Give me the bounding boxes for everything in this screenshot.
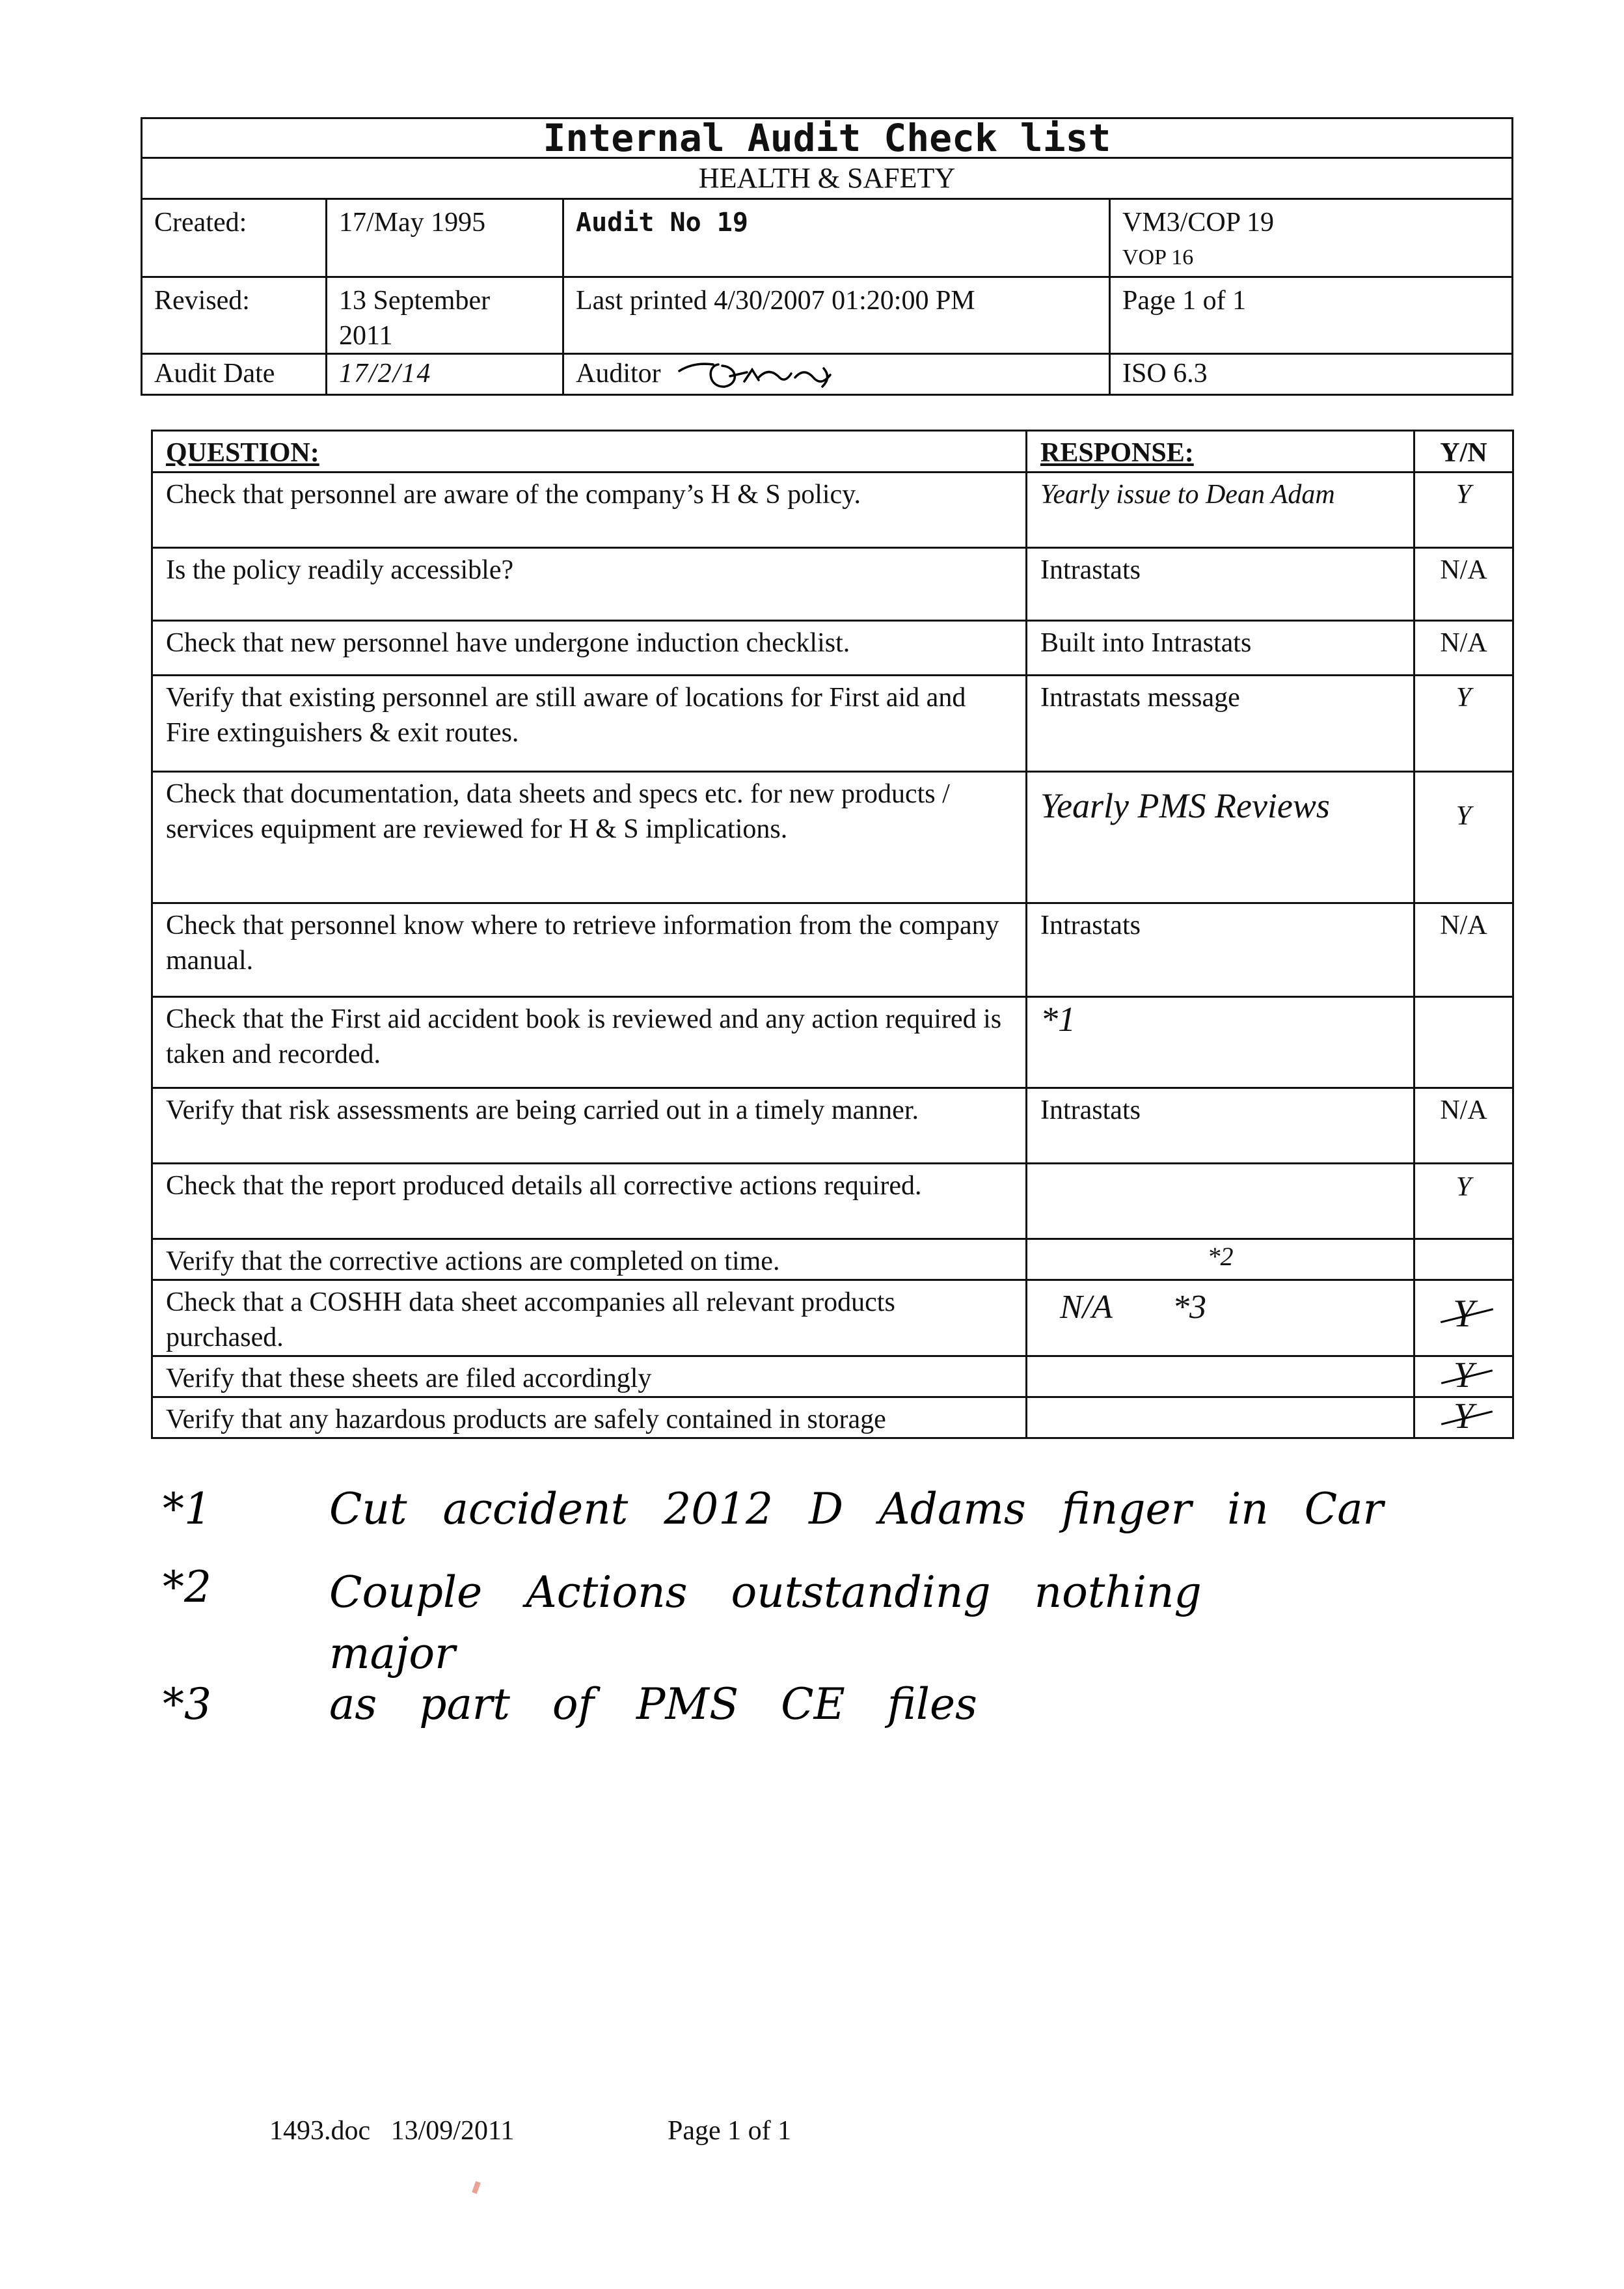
header-table — [141, 117, 1513, 396]
header-row-created — [142, 200, 1511, 278]
auditor-cell — [564, 355, 1111, 394]
yn-cell: N/A — [1414, 1088, 1513, 1164]
note-text: Couple Actions outstanding nothing major — [329, 1567, 1202, 1679]
response-header: RESPONSE: — [1027, 431, 1414, 473]
yn-handwritten: Y — [1414, 676, 1513, 772]
response-cell: Intrastats — [1027, 548, 1414, 621]
question-cell: Check that documentation, data sheets and specs etc. for new products / services equipment are reviewed for H & S implications. — [152, 772, 1027, 903]
question-cell: Check that the report produced details all corrective actions required. — [152, 1164, 1027, 1239]
question-cell: Check that personnel are aware of the company’s H & S policy. — [152, 473, 1027, 548]
yn-handwritten: Y — [1414, 1164, 1513, 1239]
response-cell — [1027, 1164, 1414, 1239]
question-cell: Verify that existing personnel are still aware of locations for First aid and Fire extinguishers & exit routes. — [152, 676, 1027, 772]
audit-number: Audit No 19 — [564, 200, 1111, 276]
vop-reference: VOP 16 — [1122, 245, 1194, 269]
note-text: Cut accident 2012 D Adams finger in Car — [329, 1484, 1384, 1534]
document-subtitle: HEALTH & SAFETY — [142, 159, 1511, 200]
table-row — [152, 1088, 1513, 1164]
yn-struck-value: Y — [1453, 1397, 1474, 1436]
yn-struck-value: Y — [1453, 1287, 1474, 1339]
table-row — [152, 903, 1513, 997]
audit-date-label: Audit Date — [142, 355, 327, 394]
response-cell: Intrastats — [1027, 1088, 1414, 1164]
yn-handwritten — [1414, 1280, 1513, 1356]
response-handwritten: *1 — [1027, 997, 1414, 1088]
response-handwritten: *2 — [1027, 1239, 1414, 1280]
yn-cell: N/A — [1414, 903, 1513, 997]
table-row — [152, 1239, 1513, 1280]
document-title: Internal Audit Check list — [142, 119, 1511, 159]
yn-cell — [1414, 997, 1513, 1088]
question-cell: Verify that risk assessments are being carried out in a timely manner. — [152, 1088, 1027, 1164]
revised-label: Revised: — [142, 278, 327, 353]
question-cell: Check that new personnel have undergone induction checklist. — [152, 621, 1027, 676]
table-row — [152, 473, 1513, 548]
table-row — [152, 1356, 1513, 1397]
response-cell — [1027, 1356, 1414, 1397]
response-cell: Intrastats message — [1027, 676, 1414, 772]
question-cell: Check that the First aid accident book is reviewed and any action required is taken and recorded. — [152, 997, 1027, 1088]
response-handwritten: Yearly PMS Reviews — [1027, 772, 1414, 903]
created-value: 17/May 1995 — [327, 200, 564, 276]
created-label: Created: — [142, 200, 327, 276]
response-handwritten: N/A *3 — [1027, 1280, 1414, 1356]
table-row — [152, 772, 1513, 903]
table-header-row — [152, 431, 1513, 473]
response-cell: Built into Intrastats — [1027, 621, 1414, 676]
question-cell: Verify that any hazardous products are safely contained in storage — [152, 1397, 1027, 1438]
audit-date-handwritten: 17/2/14 — [327, 355, 564, 394]
question-cell: Is the policy readily accessible? — [152, 548, 1027, 621]
note-marker: *1 — [163, 1484, 211, 1534]
table-row — [152, 1280, 1513, 1356]
yn-struck-value: Y — [1453, 1356, 1474, 1395]
table-row — [152, 997, 1513, 1088]
yn-header: Y/N — [1414, 431, 1513, 473]
header-row-audit-date — [142, 355, 1511, 394]
table-row — [152, 1164, 1513, 1239]
last-printed: Last printed 4/30/2007 01:20:00 PM — [564, 278, 1111, 353]
revised-value: 13 September 2011 — [327, 278, 564, 353]
auditor-signature — [668, 358, 837, 393]
yn-cell: N/A — [1414, 548, 1513, 621]
yn-handwritten: Y — [1414, 772, 1513, 903]
doc-reference-cell — [1111, 200, 1511, 276]
response-handwritten: Yearly issue to Dean Adam — [1027, 473, 1414, 548]
note-text: as part of PMS CE files — [329, 1679, 977, 1729]
ink-mark — [472, 2181, 481, 2194]
table-row — [152, 1397, 1513, 1438]
response-cell: Intrastats — [1027, 903, 1414, 997]
question-cell: Check that a COSHH data sheet accompanies all relevant products purchased. — [152, 1280, 1027, 1356]
response-cell — [1027, 1397, 1414, 1438]
yn-cell — [1414, 1239, 1513, 1280]
yn-handwritten — [1414, 1356, 1513, 1397]
question-cell: Verify that these sheets are filed accordingly — [152, 1356, 1027, 1397]
table-row — [152, 676, 1513, 772]
yn-cell: N/A — [1414, 621, 1513, 676]
question-cell: Verify that the corrective actions are completed on time. — [152, 1239, 1027, 1280]
yn-handwritten — [1414, 1397, 1513, 1438]
page-number: Page 1 of 1 — [1122, 286, 1247, 316]
note-marker: *3 — [163, 1679, 211, 1729]
question-cell: Check that personnel know where to retrieve information from the company manual. — [152, 903, 1027, 997]
doc-reference: VM3/COP 19 — [1122, 208, 1274, 238]
header-row-revised — [142, 278, 1511, 355]
table-row — [152, 621, 1513, 676]
footer-filename: 1493.doc 13/09/2011 — [269, 2116, 515, 2146]
note-marker: *2 — [163, 1562, 211, 1612]
yn-handwritten: Y — [1414, 473, 1513, 548]
audit-question-table — [151, 430, 1514, 1439]
question-header: QUESTION: — [152, 431, 1027, 473]
iso-reference: ISO 6.3 — [1122, 359, 1208, 389]
table-row — [152, 548, 1513, 621]
auditor-label: Auditor — [576, 359, 661, 389]
footer-page: Page 1 of 1 — [668, 2116, 792, 2146]
